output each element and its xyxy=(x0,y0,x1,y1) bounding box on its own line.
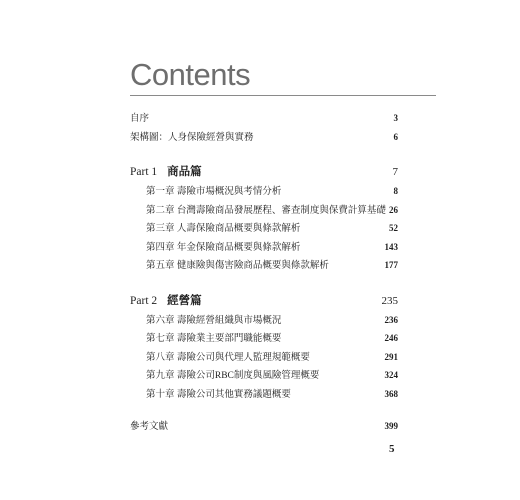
toc-chapter-page: 324 xyxy=(384,370,398,380)
toc-chapter-8[interactable] xyxy=(130,348,398,367)
toc-part-page: 235 xyxy=(381,294,398,307)
toc-chapter-6[interactable] xyxy=(130,311,398,330)
toc-part-page: 7 xyxy=(392,166,398,178)
toc-chapter-page: 368 xyxy=(384,388,398,399)
toc-chapter-label: 第四章 年金保險商品概要與條款解析 xyxy=(146,242,301,253)
toc-part-name: 商品篇 xyxy=(167,166,202,178)
page-number: 5 xyxy=(389,443,395,455)
toc-chapter-9[interactable] xyxy=(130,366,398,385)
toc-chapter-page: 291 xyxy=(384,351,398,362)
toc-chapter-2[interactable] xyxy=(130,201,398,220)
toc-entry-page: 3 xyxy=(393,113,398,123)
toc-chapter-3[interactable] xyxy=(130,219,398,238)
toc-chapter-page: 52 xyxy=(389,223,398,233)
toc-chapter-label: 第二章 台灣壽險商品發展歷程、審查制度與保費計算基礎 xyxy=(146,205,386,216)
toc-chapter-label: 第九章 壽險公司RBC制度與風險管理概要 xyxy=(146,371,320,381)
toc-chapter-label: 第七章 壽險業主要部門職能概要 xyxy=(146,334,282,344)
toc-entry-label: 參考文獻 xyxy=(130,422,169,432)
toc-chapter-label: 第十章 壽險公司其他實務議題概要 xyxy=(146,389,291,400)
toc-chapter-label: 第三章 人壽保險商品概要與條款解析 xyxy=(146,224,301,234)
title-divider xyxy=(130,95,436,96)
toc-chapter-10[interactable] xyxy=(130,385,398,404)
toc-chapter-1[interactable] xyxy=(130,182,398,201)
toc-part-label xyxy=(130,162,202,182)
toc-part-prefix: Part 1 xyxy=(130,166,158,178)
toc-entry-page: 6 xyxy=(393,131,398,142)
toc-chapter-label: 第五章 健康險與傷害險商品概要與條款解析 xyxy=(146,261,329,271)
toc-chapter-page: 8 xyxy=(393,186,398,196)
toc-chapter-label: 第八章 壽險公司與代理人監理規範概要 xyxy=(146,352,310,363)
toc-entry-framework[interactable] xyxy=(130,128,398,147)
page-title: Contents xyxy=(130,57,251,92)
toc-part-label xyxy=(130,291,202,311)
toc-chapter-4[interactable] xyxy=(130,238,398,257)
toc-chapter-7[interactable] xyxy=(130,329,398,348)
toc-chapter-label: 第一章 壽險市場概況與考情分析 xyxy=(146,187,282,197)
toc-part-2[interactable] xyxy=(130,291,398,311)
toc-entry-references[interactable] xyxy=(130,417,398,436)
toc-chapter-page: 177 xyxy=(384,260,398,270)
toc-part-name: 經營篇 xyxy=(167,294,202,307)
toc-chapter-page: 246 xyxy=(384,333,398,343)
toc-chapter-page: 236 xyxy=(384,314,398,325)
toc-part-1[interactable] xyxy=(130,162,398,182)
toc-entry-preface[interactable] xyxy=(130,109,398,128)
toc-chapter-page: 26 xyxy=(389,204,398,215)
table-of-contents xyxy=(130,109,398,436)
toc-part-prefix: Part 2 xyxy=(130,294,158,307)
toc-chapter-page: 143 xyxy=(384,241,398,252)
toc-entry-label: 自序 xyxy=(130,114,150,124)
toc-chapter-label: 第六章 壽險經營組織與市場概況 xyxy=(146,315,282,326)
toc-entry-label: 架構圖：人身保險經營與實務 xyxy=(130,132,254,143)
toc-chapter-5[interactable] xyxy=(130,256,398,275)
toc-entry-page: 399 xyxy=(384,421,398,431)
